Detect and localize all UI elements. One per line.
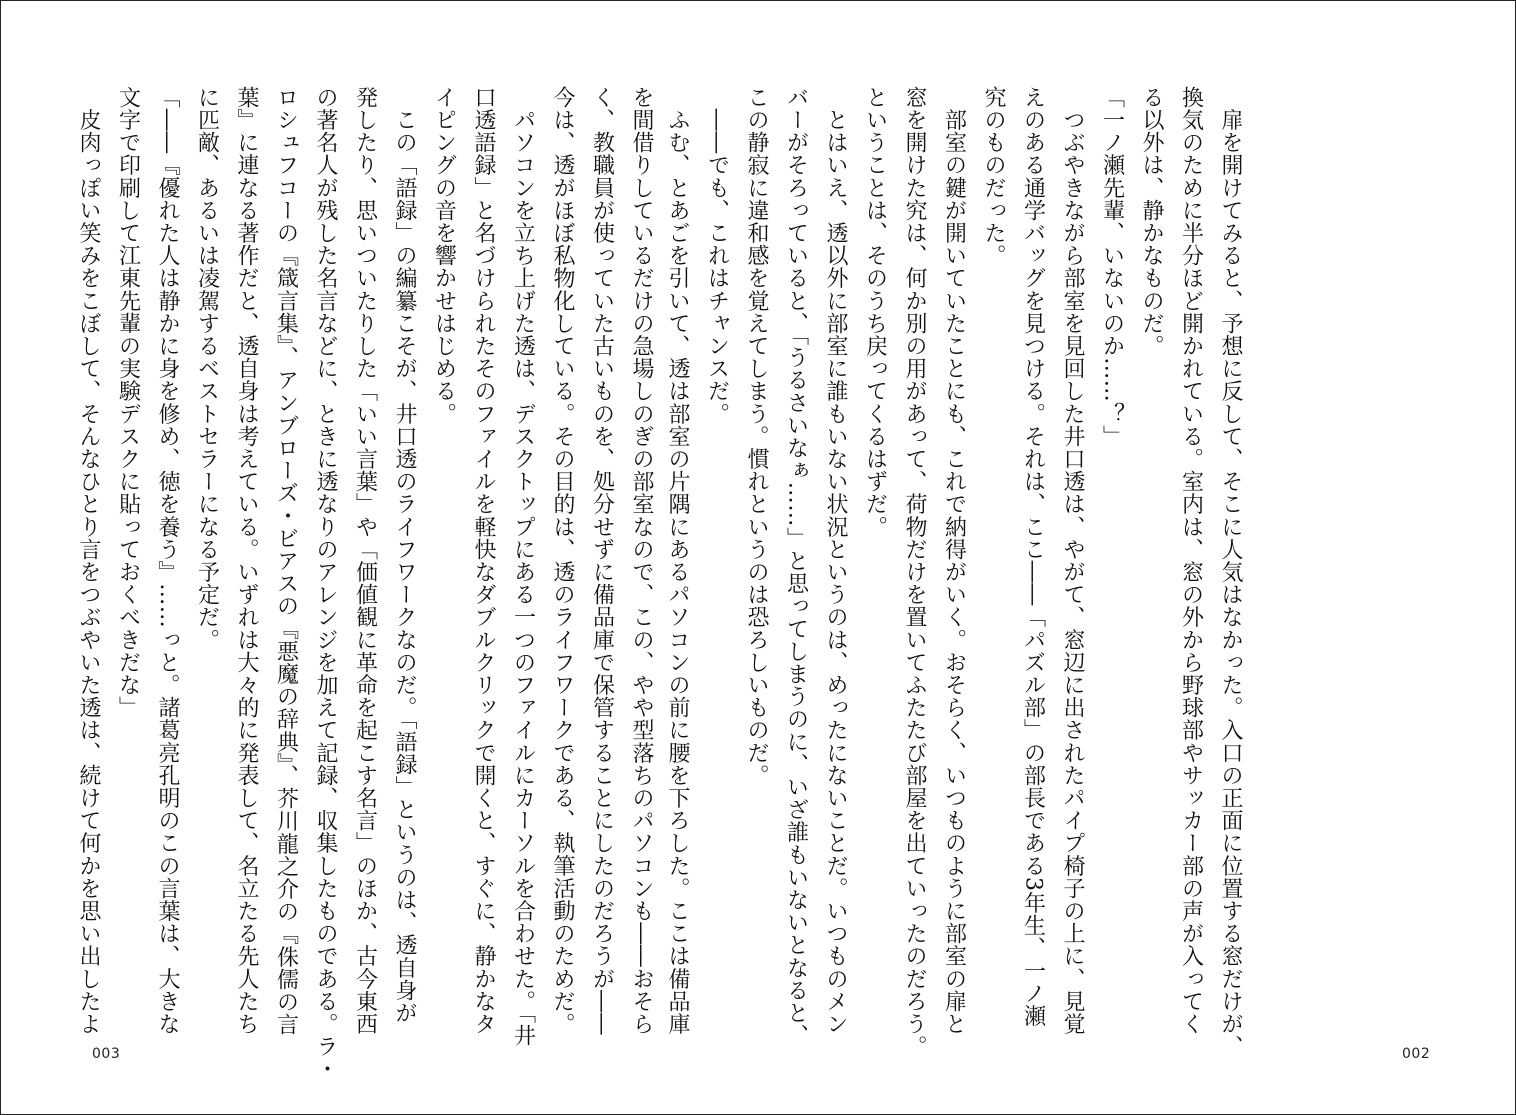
text-line: パソコンを立ち上げた透は、デスクトップにある一つのファイルにカーソルを合わせた。「井 bbox=[510, 86, 536, 1047]
text-line: 扉を開けてみると、予想に反して、そこに人気はなかった。入口の正面に位置する窓だけが、 bbox=[1218, 86, 1243, 1058]
text-line: 部室の鍵が開いていたことにも、これで納得がいく。おそらく、いつものように部室の扉と bbox=[941, 86, 967, 1036]
text-line: 葉』に連なる著作だと、透自身は考えている。いずれは大々的に発表して、名立たる先人たち bbox=[234, 86, 259, 1036]
text-line: 究のものだった。 bbox=[981, 86, 1006, 267]
text-line: 皮肉っぽい笑みをこぼして、そんなひとり言をつぶやいた透は、続けて何かを思い出したよ bbox=[76, 86, 101, 1036]
text-line: ふむ、とあごを引いて、透は部室の片隅にあるパソコンの前に腰を下ろした。ここは備品庫 bbox=[665, 86, 690, 1036]
text-line: 口透語録」と名づけられたそのファイルを軽快なダブルクリックで開くと、すぐに、静かなタ bbox=[471, 86, 496, 1036]
text-line: の著名人が残した名言などに、ときに透なりのアレンジを加えて記録、収集したものである。ラ・ bbox=[313, 86, 338, 1081]
right-page-text bbox=[665, 86, 1250, 1058]
page-number-right: 002 bbox=[1402, 1046, 1431, 1062]
text-line: に匹敵、あるいは凌駕するベストセラーになる予定だ。 bbox=[194, 86, 220, 651]
text-line: 今は、透がほぼ私物化している。その目的は、透のライフワークである、執筆活動のためだ。 bbox=[550, 86, 575, 1036]
text-line: 窓を開けた究は、何か別の用があって、荷物だけを置いてふたたび部屋を出ていったのだろう。 bbox=[902, 86, 927, 1058]
text-line: 「――『優れた人は静かに身を修め、徳を養う』……っと。諸葛亮孔明のこの言葉は、大きな bbox=[155, 86, 180, 1036]
text-line: を間借りしているだけの急場しのぎの部室なので、この、やや型落ちのパソコンも――おそら bbox=[629, 86, 654, 1036]
text-line: ロシュフコーの『箴言集』、アンブローズ・ビアスの『悪魔の辞典』、芥川龍之介の『侏儒の言 bbox=[273, 86, 299, 1036]
text-line: バーがそろっていると、「うるさいなぁ……」と思ってしまうのに、いざ誰もいないとなると、 bbox=[783, 86, 809, 1047]
text-line: 換気のために半分ほど開かれている。室内は、窓の外から野球部やサッカー部の声が入ってく bbox=[1178, 86, 1204, 1036]
text-line: 発したり、思いついたりした「いい言葉」や「価値観に革命を起こす名言」のほか、古今東西 bbox=[352, 86, 378, 1036]
text-line: く、教職員が使っていた古いものを、処分せずに備品庫で保管することにしたのだろうが―― bbox=[589, 86, 615, 1036]
text-line: ということは、そのうち戻ってくるはずだ。 bbox=[862, 86, 888, 538]
text-line: 文字で印刷して江東先輩の実験デスクに貼っておくべきだな」 bbox=[115, 86, 141, 719]
text-line: この「語録」の編纂こそが、井口透のライフワークなのだ。「語録」というのは、透自身が bbox=[392, 86, 417, 1025]
text-line: この静寂に違和感を覚えてしまう。慣れというのは恐ろしいものだ。 bbox=[744, 86, 769, 787]
text-line: 「一ノ瀬先輩、いないのか……？」 bbox=[1099, 86, 1125, 448]
text-line: とはいえ、透以外に部室に誰もいない状況というのは、めったにないことだ。いつものメン bbox=[823, 86, 848, 1036]
text-line: つぶやきながら部室を見回した井口透は、やがて、窓辺に出されたパイプ椅子の上に、見覚 bbox=[1060, 86, 1085, 1036]
text-line: る以外は、静かなものだ。 bbox=[1139, 86, 1164, 358]
text-line: えのある通学バッグを見つける。それは、ここ――「パズル部」の部長である3年生、一ノ瀬 bbox=[1020, 86, 1046, 1028]
page-number-left: 003 bbox=[92, 1046, 121, 1062]
text-line: ――でも、これはチャンスだ。 bbox=[704, 86, 730, 425]
text-line: イピングの音を響かせはじめる。 bbox=[431, 86, 457, 425]
